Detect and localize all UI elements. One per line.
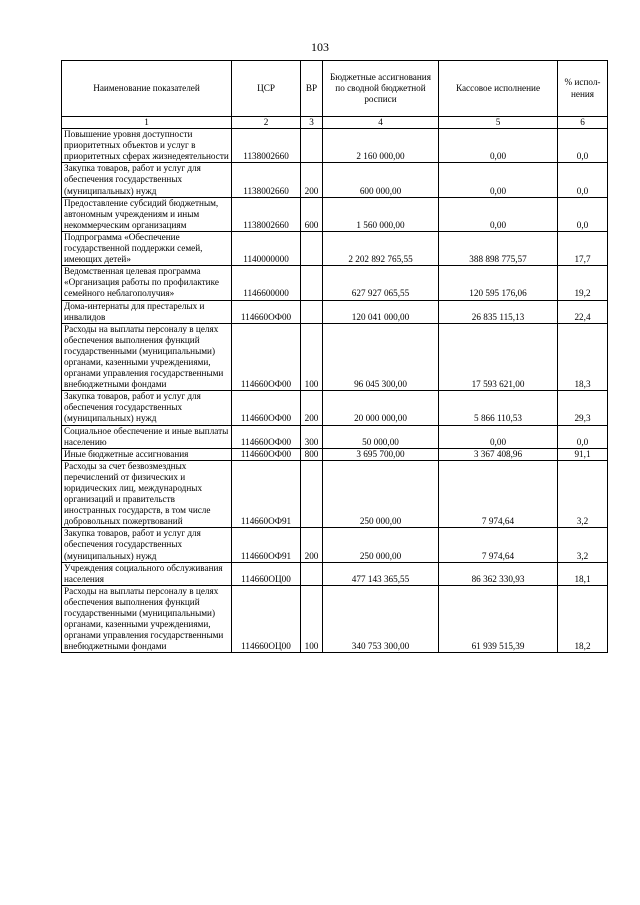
row-budget: 120 041 000,00 xyxy=(323,300,439,323)
column-number: 1 xyxy=(62,117,232,129)
row-percent: 18,1 xyxy=(558,562,608,585)
table-row xyxy=(62,562,608,585)
row-vr: 100 xyxy=(301,585,323,653)
row-name: Расходы за счет безвозмездных перечислений от физических и юридических лиц, международных организаций и правительств иностранных государств, в том числе добровольных пожертвований xyxy=(62,460,232,528)
row-budget: 250 000,00 xyxy=(323,528,439,562)
header-csr: ЦСР xyxy=(232,61,301,117)
table-row xyxy=(62,266,608,300)
row-percent: 3,2 xyxy=(558,528,608,562)
row-name: Иные бюджетные ассигнования xyxy=(62,448,232,460)
row-budget: 50 000,00 xyxy=(323,425,439,448)
row-csr: 114660OФ00 xyxy=(232,391,301,425)
column-number: 5 xyxy=(439,117,558,129)
row-execution: 26 835 115,13 xyxy=(439,300,558,323)
table-row xyxy=(62,528,608,562)
row-percent: 22,4 xyxy=(558,300,608,323)
row-percent: 0,0 xyxy=(558,197,608,231)
row-execution: 0,00 xyxy=(439,425,558,448)
row-budget: 627 927 065,55 xyxy=(323,266,439,300)
row-vr: 300 xyxy=(301,425,323,448)
row-csr: 114660OФ91 xyxy=(232,460,301,528)
row-execution: 86 362 330,93 xyxy=(439,562,558,585)
header-budget: Бюджетные ассигнования по сводной бюджетной росписи xyxy=(323,61,439,117)
row-execution: 120 595 176,06 xyxy=(439,266,558,300)
row-csr: 1138002660 xyxy=(232,197,301,231)
row-execution: 17 593 621,00 xyxy=(439,323,558,391)
table-row xyxy=(62,300,608,323)
row-name: Расходы на выплаты персоналу в целях обеспечения выполнения функций государственными (муниципальными) органами, казенными учреждениями, органами управления государственными внебюджетными фондами xyxy=(62,323,232,391)
row-vr: 100 xyxy=(301,323,323,391)
table-row xyxy=(62,197,608,231)
row-name: Закупка товаров, работ и услуг для обеспечения государственных (муниципальных) нужд xyxy=(62,528,232,562)
row-vr xyxy=(301,129,323,163)
column-number: 2 xyxy=(232,117,301,129)
row-percent: 3,2 xyxy=(558,460,608,528)
budget-execution-table xyxy=(61,60,608,653)
table-row xyxy=(62,460,608,528)
row-budget: 3 695 700,00 xyxy=(323,448,439,460)
column-number: 4 xyxy=(323,117,439,129)
row-percent: 0,0 xyxy=(558,129,608,163)
row-csr: 114660OЦ00 xyxy=(232,585,301,653)
row-execution: 0,00 xyxy=(439,129,558,163)
header-execution: Кассовое исполнение xyxy=(439,61,558,117)
row-csr: 114660OФ00 xyxy=(232,323,301,391)
row-name: Учреждения социального обслуживания населения xyxy=(62,562,232,585)
row-name: Подпрограмма «Обеспечение государственной поддержки семей, имеющих детей» xyxy=(62,231,232,265)
row-vr: 800 xyxy=(301,448,323,460)
row-percent: 0,0 xyxy=(558,425,608,448)
column-number: 6 xyxy=(558,117,608,129)
row-budget: 2 202 892 765,55 xyxy=(323,231,439,265)
row-budget: 250 000,00 xyxy=(323,460,439,528)
row-name: Социальное обеспечение и иные выплаты населению xyxy=(62,425,232,448)
row-execution: 5 866 110,53 xyxy=(439,391,558,425)
table-row xyxy=(62,425,608,448)
table-row xyxy=(62,448,608,460)
row-vr: 600 xyxy=(301,197,323,231)
row-name: Повышение уровня доступности приоритетных объектов и услуг в приоритетных сферах жизнедеятельности xyxy=(62,129,232,163)
row-csr: 1138002660 xyxy=(232,163,301,197)
row-vr xyxy=(301,300,323,323)
page-number: 103 xyxy=(311,40,329,54)
row-execution: 61 939 515,39 xyxy=(439,585,558,653)
row-budget: 600 000,00 xyxy=(323,163,439,197)
row-name: Предоставление субсидий бюджетным, автономным учреждениям и иным некоммерческим организациям xyxy=(62,197,232,231)
table-row xyxy=(62,391,608,425)
row-percent: 19,2 xyxy=(558,266,608,300)
row-percent: 18,3 xyxy=(558,323,608,391)
row-name: Закупка товаров, работ и услуг для обеспечения государственных (муниципальных) нужд xyxy=(62,391,232,425)
column-number: 3 xyxy=(301,117,323,129)
row-percent: 91,1 xyxy=(558,448,608,460)
header-vr: ВР xyxy=(301,61,323,117)
table-row xyxy=(62,323,608,391)
row-budget: 20 000 000,00 xyxy=(323,391,439,425)
row-vr xyxy=(301,266,323,300)
row-percent: 0,0 xyxy=(558,163,608,197)
row-execution: 0,00 xyxy=(439,163,558,197)
row-percent: 17,7 xyxy=(558,231,608,265)
row-csr: 1138002660 xyxy=(232,129,301,163)
row-budget: 477 143 365,55 xyxy=(323,562,439,585)
row-budget: 96 045 300,00 xyxy=(323,323,439,391)
row-name: Дома-интернаты для престарелых и инвалидов xyxy=(62,300,232,323)
table-row xyxy=(62,231,608,265)
row-vr xyxy=(301,562,323,585)
row-csr: 1140000000 xyxy=(232,231,301,265)
row-csr: 114660OФ00 xyxy=(232,300,301,323)
header-percent: % испол-нения xyxy=(558,61,608,117)
row-budget: 2 160 000,00 xyxy=(323,129,439,163)
row-name: Закупка товаров, работ и услуг для обеспечения государственных (муниципальных) нужд xyxy=(62,163,232,197)
row-budget: 1 560 000,00 xyxy=(323,197,439,231)
row-vr xyxy=(301,231,323,265)
row-budget: 340 753 300,00 xyxy=(323,585,439,653)
header-name: Наименование показателей xyxy=(62,61,232,117)
row-csr: 1146600000 xyxy=(232,266,301,300)
row-vr: 200 xyxy=(301,163,323,197)
row-name: Ведомственная целевая программа «Организация работы по профилактике семейного неблагополучия» xyxy=(62,266,232,300)
row-execution: 7 974,64 xyxy=(439,460,558,528)
table-row xyxy=(62,163,608,197)
row-name: Расходы на выплаты персоналу в целях обеспечения выполнения функций государственными (муниципальными) органами, казенными учреждениями, органами управления государственными внебюджетными фондами xyxy=(62,585,232,653)
row-vr: 200 xyxy=(301,528,323,562)
table-row xyxy=(62,585,608,653)
row-csr: 114660OЦ00 xyxy=(232,562,301,585)
row-csr: 114660OФ00 xyxy=(232,425,301,448)
row-execution: 0,00 xyxy=(439,197,558,231)
row-execution: 388 898 775,57 xyxy=(439,231,558,265)
row-vr xyxy=(301,460,323,528)
row-percent: 29,3 xyxy=(558,391,608,425)
header-row xyxy=(62,61,608,117)
row-csr: 114660OФ91 xyxy=(232,528,301,562)
row-percent: 18,2 xyxy=(558,585,608,653)
row-execution: 3 367 408,96 xyxy=(439,448,558,460)
row-execution: 7 974,64 xyxy=(439,528,558,562)
row-vr: 200 xyxy=(301,391,323,425)
row-csr: 114660OФ00 xyxy=(232,448,301,460)
table-row xyxy=(62,129,608,163)
column-number-row xyxy=(62,117,608,129)
